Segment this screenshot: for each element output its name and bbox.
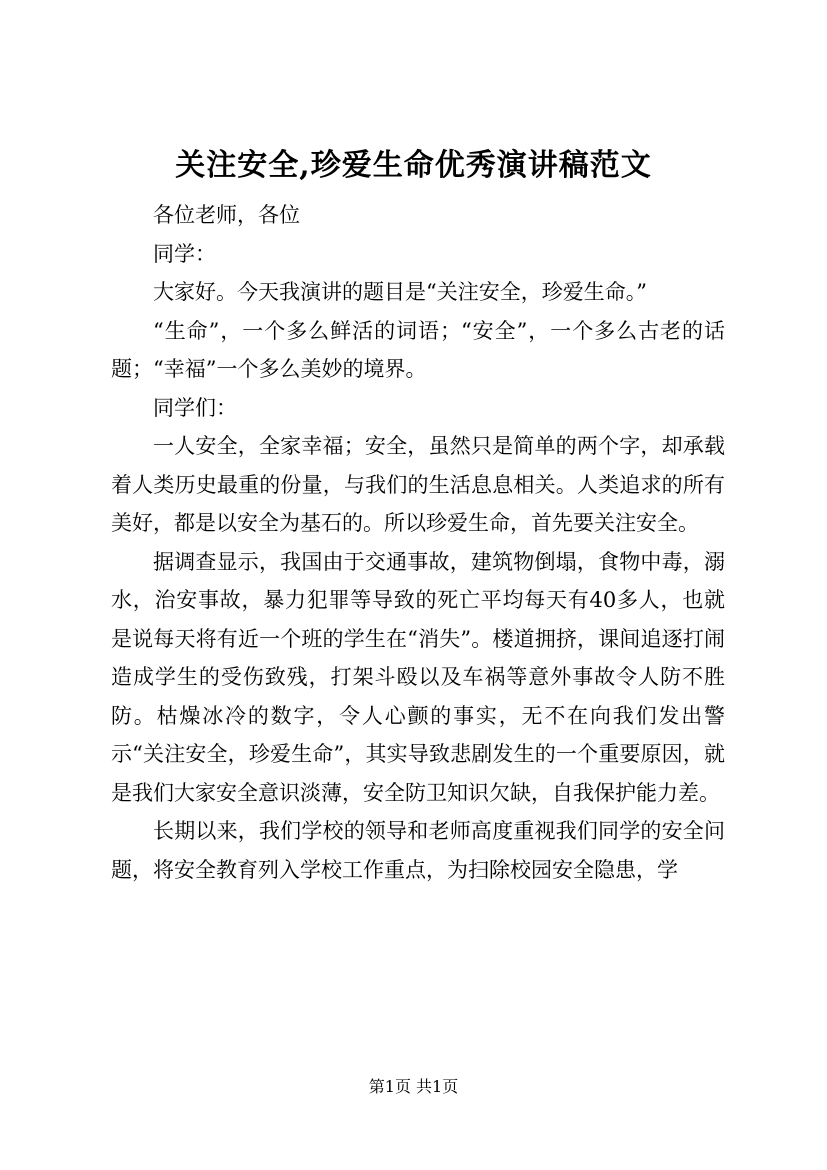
document-body	[111, 196, 725, 889]
paragraph-classmates: 同学们：	[153, 395, 237, 420]
document-title: 关注安全,珍爱生命优秀演讲稿范文	[175, 148, 652, 183]
paragraph-greeting-cont: 同学：	[153, 241, 216, 266]
paragraph-statistics: 据调查显示，我国由于交通事故，建筑物倒塌，食物中毒，溺水，治安事故，暴力犯罪等导致的死亡平均每天有40多人，也就是说每天将有近一个班的学生在“消失”。楼道拥挤，课间追逐打闹造成学生的受伤致残，打架斗殴以及车祸等意外事故令人防不胜防。枯燥冰冷的数字，令人心颤的事实，无不在向我们发出警示“关注安全，珍爱生命”，其实导致悲剧发生的一个重要原因，就是我们大家安全意识淡薄，安全防卫知识欠缺，自我保护能力差。	[111, 549, 725, 805]
paragraph-life: “生命”，一个多么鲜活的词语；“安全”，一个多么古老的话题；“幸福”一个多么美妙的境界。	[111, 318, 725, 381]
paragraph-intro: 大家好。今天我演讲的题目是“关注安全，珍爱生命。”	[153, 280, 647, 304]
paragraph-greeting: 各位老师，各位	[153, 203, 300, 227]
page-footer: 第1页 共1页	[368, 1077, 459, 1096]
paragraph-safety: 一人安全，全家幸福；安全，虽然只是简单的两个字，却承载着人类历史最重的份量，与我们的生活息息相关。人类追求的所有美好，都是以安全为基石的。所以珍爱生命，首先要关注安全。	[111, 434, 725, 535]
paragraph-school: 长期以来，我们学校的领导和老师高度重视我们同学的安全问题，将安全教育列入学校工作重点，为扫除校园安全隐患，学	[111, 819, 725, 882]
